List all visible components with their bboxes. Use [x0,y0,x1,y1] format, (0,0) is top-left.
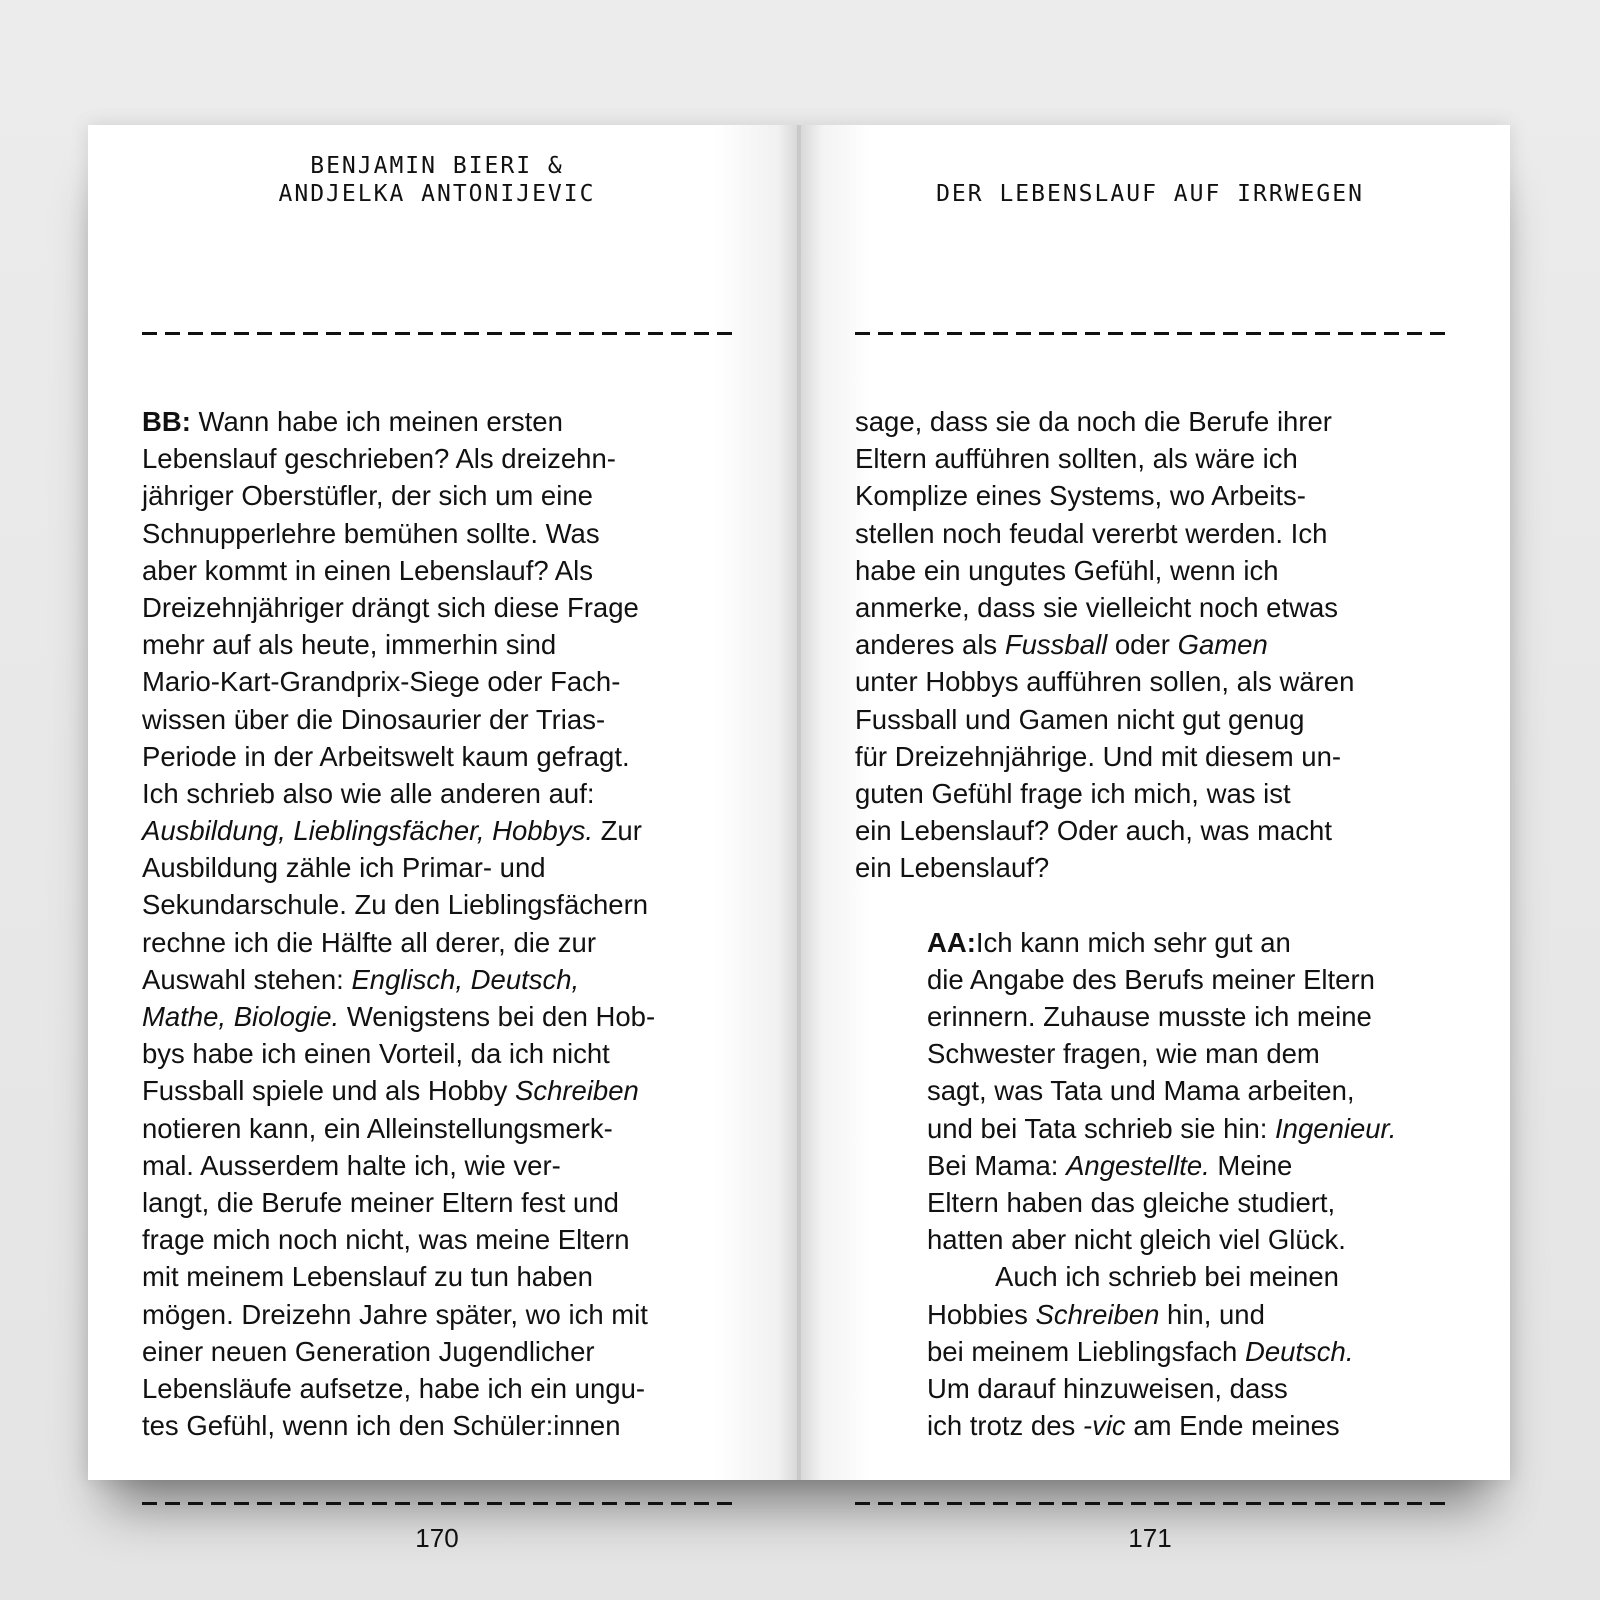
italic-text: Englisch, Deutsch, [351,963,580,995]
rule-dash [1430,1502,1445,1505]
author-line-2: ANDJELKA ANTONIJEVIC [278,181,596,207]
text-line: Komplize eines Systems, wo Arbeits- [855,480,1306,512]
text-line: Lebenslauf geschrieben? Als dreizehn- [142,443,616,475]
rule-dash [694,1502,709,1505]
rule-dash [625,332,640,335]
book-spread [88,125,1510,1553]
text-line: Eltern aufführen sollten, als wäre ich [855,443,1298,475]
rule-dash [947,332,962,335]
rule-dash [487,332,502,335]
italic-text: Mathe, Biologie. [142,1001,340,1032]
left-page [88,125,799,1553]
rule-dash [1062,1502,1077,1505]
rule-dash [1292,1502,1307,1505]
text-line: tes Gefühl, wenn ich den Schüler:innen [142,1410,621,1442]
rule-dash [648,332,663,335]
rule-dash [1430,332,1445,335]
rule-dash [1338,332,1353,335]
rule-dash [211,332,226,335]
rule-dash [1177,332,1192,335]
text-line: Schnupperlehre bemühen sollte. Was [142,517,600,549]
rule-dash [1361,1502,1376,1505]
text-line: für Dreizehnjährige. Und mit diesem un- [855,740,1342,772]
running-head-authors [142,150,732,208]
text-line: Ausbildung zähle ich Primar- und [142,852,546,884]
rule-dash [1177,1502,1192,1505]
rule-dash [1269,1502,1284,1505]
text-line: Mario-Kart-Grandprix-Siege oder Fach- [142,666,621,698]
rule-dash [211,1502,226,1505]
rule-dash [1315,332,1330,335]
text-line: aber kommt in einen Lebenslauf? Als [142,554,593,586]
rule-dash [970,332,985,335]
rule-dash [280,332,295,335]
right-body-text [855,403,1455,1444]
rule-dash [1039,332,1054,335]
rule-dash [142,1502,157,1505]
rule-dash [188,332,203,335]
rule-dash [556,1502,571,1505]
top-rule [855,323,1445,343]
rule-dash [165,332,180,335]
text-line: ich trotz des [927,1410,1083,1442]
rule-dash [671,332,686,335]
text-line: Meine [1209,1149,1293,1181]
text-line: sage, dass sie da noch die Berufe ihrer [855,406,1332,437]
rule-dash [579,1502,594,1505]
rule-dash [625,1502,640,1505]
text-line: ein Lebenslauf? Oder auch, was macht [855,815,1332,847]
text-line: Um darauf hinzuweisen, dass [927,1372,1288,1404]
rule-dash [878,1502,893,1505]
rule-dash [1154,332,1169,335]
top-rule [142,323,732,343]
text-line: Fussball spiele und als Hobby [142,1075,515,1107]
rule-dash [579,332,594,335]
rule-dash [372,1502,387,1505]
rule-dash [717,332,732,335]
text-line: Ich kann mich sehr gut an [975,926,1291,958]
text-line: bys habe ich einen Vorteil, da ich nicht [142,1038,610,1070]
rule-dash [1108,332,1123,335]
rule-dash [993,1502,1008,1505]
rule-dash [602,332,617,335]
rule-dash [1085,332,1100,335]
rule-dash [648,1502,663,1505]
rule-dash [1016,1502,1031,1505]
speaker-label: AA: [927,926,976,958]
rule-dash [1062,332,1077,335]
rule-dash [694,332,709,335]
text-line: Wenigstens bei den Hob- [339,1001,656,1032]
text-line: mit meinem Lebenslauf zu tun haben [142,1261,593,1293]
rule-dash [1246,332,1261,335]
italic-text: Schreiben [514,1075,639,1107]
text-line: Ich schrieb also wie alle anderen auf: [142,777,595,809]
text-line: Fussball und Gamen nicht gut genug [855,703,1305,735]
rule-dash [418,1502,433,1505]
chapter-title: DER LEBENSLAUF AUF IRRWEGEN [936,181,1364,207]
rule-dash [533,332,548,335]
paragraph-gap [855,886,1455,923]
rule-dash [441,332,456,335]
text-line: unter Hobbys aufführen sollen, als wären [855,666,1355,698]
text-line: Schwester fragen, wie man dem [927,1038,1320,1070]
rule-dash [993,332,1008,335]
italic-text: Ausbildung, Lieblingsfächer, Hobbys. [142,815,593,847]
running-head-title [855,150,1445,208]
text-line: die Angabe des Berufs meiner Eltern [927,963,1375,995]
rule-dash [901,1502,916,1505]
rule-dash [1131,1502,1146,1505]
rule-dash [349,1502,364,1505]
rule-dash [1361,332,1376,335]
text-line: oder [1107,629,1178,661]
rule-dash [1131,332,1146,335]
text-line: Zur [592,815,642,847]
rule-dash [372,332,387,335]
text-line: Periode in der Arbeitswelt kaum gefragt. [142,740,630,772]
rule-dash [1338,1502,1353,1505]
left-body-text [142,403,742,1444]
text-line: Hobbies [927,1298,1036,1330]
text-line: habe ein ungutes Gefühl, wenn ich [855,554,1279,586]
rule-dash [1085,1502,1100,1505]
text-line: mögen. Dreizehn Jahre später, wo ich mit [142,1298,648,1330]
rule-dash [1269,332,1284,335]
rule-dash [855,1502,870,1505]
rule-dash [1223,332,1238,335]
italic-text: Angestellte. [1066,1149,1210,1181]
text-line: und bei Tata schrieb sie hin: [927,1112,1276,1144]
text-line: hatten aber nicht gleich viel Glück. [927,1224,1346,1256]
text-line: frage mich noch nicht, was meine Eltern [142,1224,630,1256]
rule-dash [464,1502,479,1505]
text-line: Sekundarschule. Zu den Lieblingsfächern [142,889,649,921]
rule-dash [901,332,916,335]
rule-dash [257,1502,272,1505]
rule-dash [717,1502,732,1505]
speaker-label: BB: [142,406,191,437]
rule-dash [1200,1502,1215,1505]
italic-text: -vic [1082,1410,1126,1442]
rule-dash [1384,1502,1399,1505]
text-line: notieren kann, ein Alleinstellungsmerk- [142,1112,613,1144]
text-line: Lebensläufe aufsetze, habe ich ein ungu- [142,1372,646,1404]
text-line: mehr auf als heute, immerhin sind [142,629,557,661]
rule-dash [487,1502,502,1505]
text-line: langt, die Berufe meiner Eltern fest und [142,1186,619,1218]
author-line-1: BENJAMIN BIERI & [310,153,564,179]
rule-dash [349,332,364,335]
text-line: anderes als [855,629,1005,661]
text-line: guten Gefühl frage ich mich, was ist [855,777,1291,809]
rule-dash [924,332,939,335]
rule-dash [188,1502,203,1505]
rule-dash [234,1502,249,1505]
rule-dash [1407,1502,1422,1505]
italic-text: Fussball [1004,629,1108,661]
page-number: 170 [415,1523,459,1553]
rule-dash [1223,1502,1238,1505]
rule-dash [1246,1502,1261,1505]
rule-dash [326,332,341,335]
rule-dash [510,332,525,335]
text-line: Bei Mama: [927,1149,1067,1181]
rule-dash [533,1502,548,1505]
rule-dash [303,332,318,335]
rule-dash [257,332,272,335]
text-line: stellen noch feudal vererbt werden. Ich [855,517,1328,549]
rule-dash [142,332,157,335]
rule-dash [924,1502,939,1505]
rule-dash [1108,1502,1123,1505]
text-line: ein Lebenslauf? [855,852,1050,884]
text-line: Auch ich schrieb bei meinen [995,1261,1339,1293]
rule-dash [234,332,249,335]
rule-dash [395,1502,410,1505]
italic-text: Schreiben [1035,1298,1160,1330]
text-line: Wann habe ich meinen ersten [190,406,563,437]
text-line: rechne ich die Hälfte all derer, die zur [142,926,596,958]
rule-dash [970,1502,985,1505]
rule-dash [1407,332,1422,335]
rule-dash [326,1502,341,1505]
rule-dash [395,332,410,335]
rule-dash [280,1502,295,1505]
text-line: am Ende meines [1125,1410,1340,1442]
text-line: Eltern haben das gleiche studiert, [927,1186,1336,1218]
rule-dash [671,1502,686,1505]
rule-dash [510,1502,525,1505]
text-line: erinnern. Zuhause musste ich meine [927,1001,1372,1032]
rule-dash [947,1502,962,1505]
rule-dash [1315,1502,1330,1505]
text-line: Dreizehnjähriger drängt sich diese Frage [142,591,639,623]
rule-dash [1200,332,1215,335]
rule-dash [441,1502,456,1505]
rule-dash [418,332,433,335]
text-line: hin, und [1159,1298,1265,1330]
text-line: anmerke, dass sie vielleicht noch etwas [855,591,1339,623]
rule-dash [1292,332,1307,335]
right-page [801,125,1510,1553]
rule-dash [165,1502,180,1505]
text-line: jähriger Oberstüfler, der sich um eine [142,480,593,512]
italic-text: Gamen [1177,629,1268,661]
rule-dash [1154,1502,1169,1505]
rule-dash [878,332,893,335]
rule-dash [464,332,479,335]
rule-dash [1016,332,1031,335]
text-line: Auswahl stehen: [142,963,352,995]
bottom-rule [142,1493,732,1513]
italic-text: Deutsch. [1244,1335,1354,1367]
text-line: mal. Ausserdem halte ich, wie ver- [142,1149,561,1181]
text-line: wissen über die Dinosaurier der Trias- [142,703,606,735]
bottom-rule [855,1493,1445,1513]
rule-dash [303,1502,318,1505]
rule-dash [556,332,571,335]
page-number: 171 [1128,1523,1172,1553]
rule-dash [855,332,870,335]
rule-dash [1039,1502,1054,1505]
rule-dash [1384,332,1399,335]
rule-dash [602,1502,617,1505]
text-line: bei meinem Lieblingsfach [927,1335,1245,1367]
italic-text: Ingenieur. [1275,1112,1397,1144]
text-line: sagt, was Tata und Mama arbeiten, [927,1075,1355,1107]
text-line: einer neuen Generation Jugendlicher [142,1335,595,1367]
